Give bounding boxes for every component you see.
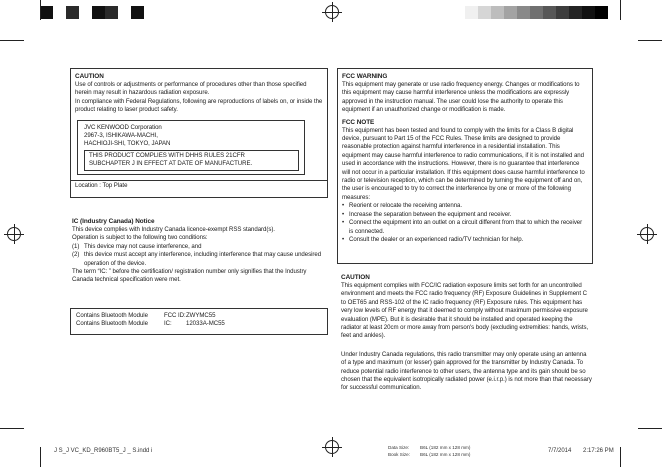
color-swatch [79,6,92,19]
caution-rf-text: This equipment complies with FCC/IC radiation exposure limits set forth for an uncontrolled environment and meets the FCC radio frequency (RF) Exposure Guidelines in Supplement C to OET65 and RSS-102 of the IC radio frequency (RF) Exposure rules. This equipment has very low levels of RF energy that it deemed to comply without maximum permissive exposure evaluation (MPE). But it is desirable that it should be installed and operated keeping the radiator at least 20cm or more away from person's body (excluding extremities: hands, wrists, feet and ankles). [341,282,589,340]
color-swatch [66,6,79,19]
id-label: FCC ID: [164,312,186,319]
registration-mark-left [7,227,21,241]
color-swatch [556,6,569,19]
caution-rf-section [341,273,593,393]
crop-mark [620,0,621,20]
book-size-label: Book Size: [388,452,410,457]
color-swatch [465,6,478,19]
color-swatch [530,6,543,19]
table-row [76,320,322,328]
crop-mark [40,447,41,467]
list-number: (1) [72,242,80,250]
fcc-note-text: This equipment has been tested and found to comply with the limits for a Class B digital device, pursuant to Part 15 of the FCC Rules. These limits are designed to provide reasonable protection against harmful interference in a residential installation. This equipment may cause harmful interference to radio communications, if it is not installed and used in accordance with the instructions. However, there is no guarantee that interference will not occur in a particular installation. If this equipment does cause harmful interference to radio or television reception, which can be determined by turning the equipment off and on, the user is encouraged to try to correct the interference by one or more of the following measures: [342,126,585,201]
list-item: • Consult the dealer or an experienced radio/TV technician for help. [342,236,588,244]
color-swatch [105,6,118,19]
ic-conditions-list [72,243,328,268]
table-row [76,312,322,320]
crop-mark [0,428,24,429]
list-item: • Increase the separation between the equipment and receiver. [342,211,588,219]
registration-mark-top [325,5,339,19]
data-size-value: B6L (182 mm x 128 mm) [420,445,471,450]
color-swatch [452,6,465,19]
ic-notice-line: Operation is subject to the following two conditions: [72,234,208,242]
data-size-label: Data Size: [388,445,410,450]
laser-label-box [77,120,305,175]
footer-book-size [388,452,470,458]
crop-mark [638,428,662,429]
caution-rf-title: CAUTION [341,274,370,281]
list-item: • Connect the equipment into an outlet on a circuit different from that to which the receiver is connected. [342,219,588,236]
inner-label-line: SUBCHAPTER J IN EFFECT AT DATE OF MANUFACTURE. [89,160,253,168]
label-line: HACHIOJI-SHI, TOKYO, JAPAN [84,140,171,148]
registration-mark-bottom [325,440,339,454]
caution-laser-text: Use of controls or adjustments or performance of procedures other than those specified herein may result in hazardous radiation exposure. [75,81,307,97]
color-swatch [569,6,582,19]
footer-data-size [388,445,470,451]
color-swatch [582,6,595,19]
color-swatch [504,6,517,19]
registration-mark-right [640,227,654,241]
ic-notice-section [72,217,328,285]
color-swatch [131,6,144,19]
color-swatch [478,6,491,19]
color-swatch [543,6,556,19]
fcc-box [337,68,593,264]
color-swatch [595,6,608,19]
color-swatch [118,6,131,19]
fcc-measures-list [342,202,588,244]
list-text: This device may not cause interference, and [84,242,202,250]
fcc-warning-title: FCC WARNING [342,73,388,80]
label-location: Location : Top Plate [75,181,128,189]
list-text: this device must accept any interference, including interference that may cause undesired operation of the device. [84,251,322,267]
module-name: Contains Bluetooth Module [76,320,148,328]
list-item: • Reorient or relocate the receiving antenna. [342,202,588,210]
list-item [72,243,328,251]
list-number: (2) [72,251,80,259]
footer-date: 7/7/2014 [548,448,572,454]
fcc-note-title: FCC NOTE [342,118,375,126]
color-swatch [40,6,53,19]
inner-label-box [84,150,299,171]
book-size-value: B6L (182 mm x 128 mm) [420,452,471,457]
inner-label-line: THIS PRODUCT COMPLIES WITH DHHS RULES 21CFR [89,151,245,159]
label-line: 2967-3, ISHIKAWA-MACHI, [84,132,158,140]
footer-time: 2:17:26 PM [583,448,614,454]
color-swatch [53,6,66,19]
fcc-warning-text: This equipment may generate or use radio frequency energy. Changes or modifications to this equipment may cause harmful interference unless the modifications are expressly approved in the instruction manual. The user could lose the authority to operate this equipment if an unauthorized change or modification is made. [342,81,580,114]
footer-filename: J S_J VC_KD_R960BT5_J _ S.indd i [54,448,153,454]
caution-laser-regulations: In compliance with Federal Regulations, following are reproductions of labels on, or inside the product relating to laser product safety. [75,97,323,114]
caution-rf-canada-text: Under Industry Canada regulations, this radio transmitter may only operate using an antenna of a type and maximum (or lesser) gain approved for the transmitter by Industry Canada. To reduce potential radio interference to other users, the antenna type and its gain should be so chosen that the equivalent isotropically radiated power (e.i.r.p.) is not more than that necessary for successful communication. [341,350,592,392]
color-swatch [491,6,504,19]
module-name: Contains Bluetooth Module [76,312,148,319]
color-swatch [517,6,530,19]
registration-bar-left [40,6,144,19]
id-label: IC: [164,320,172,328]
crop-mark [620,447,621,467]
grayscale-bar-right [452,6,608,19]
crop-mark [40,0,41,20]
caution-laser-box [70,68,328,198]
caution-laser-title: CAUTION [75,73,104,80]
id-value: 12033A-MC55 [186,320,225,328]
bluetooth-module-box [70,308,328,335]
crop-mark [638,40,662,41]
crop-mark [0,40,24,41]
ic-notice-title: IC (Industry Canada) Notice [72,218,155,225]
label-line: JVC KENWOOD Corporation [84,123,162,131]
color-swatch [92,6,105,19]
ic-term-note: The term “IC: ” before the certification/ registration number only signifies that the Industry Canada technical specification were met. [72,268,307,284]
id-value: ZWYMC55 [186,312,216,319]
list-item [72,251,328,268]
ic-notice-line: This device complies with Industry Canada licence-exempt RSS standard(s). [72,226,275,233]
